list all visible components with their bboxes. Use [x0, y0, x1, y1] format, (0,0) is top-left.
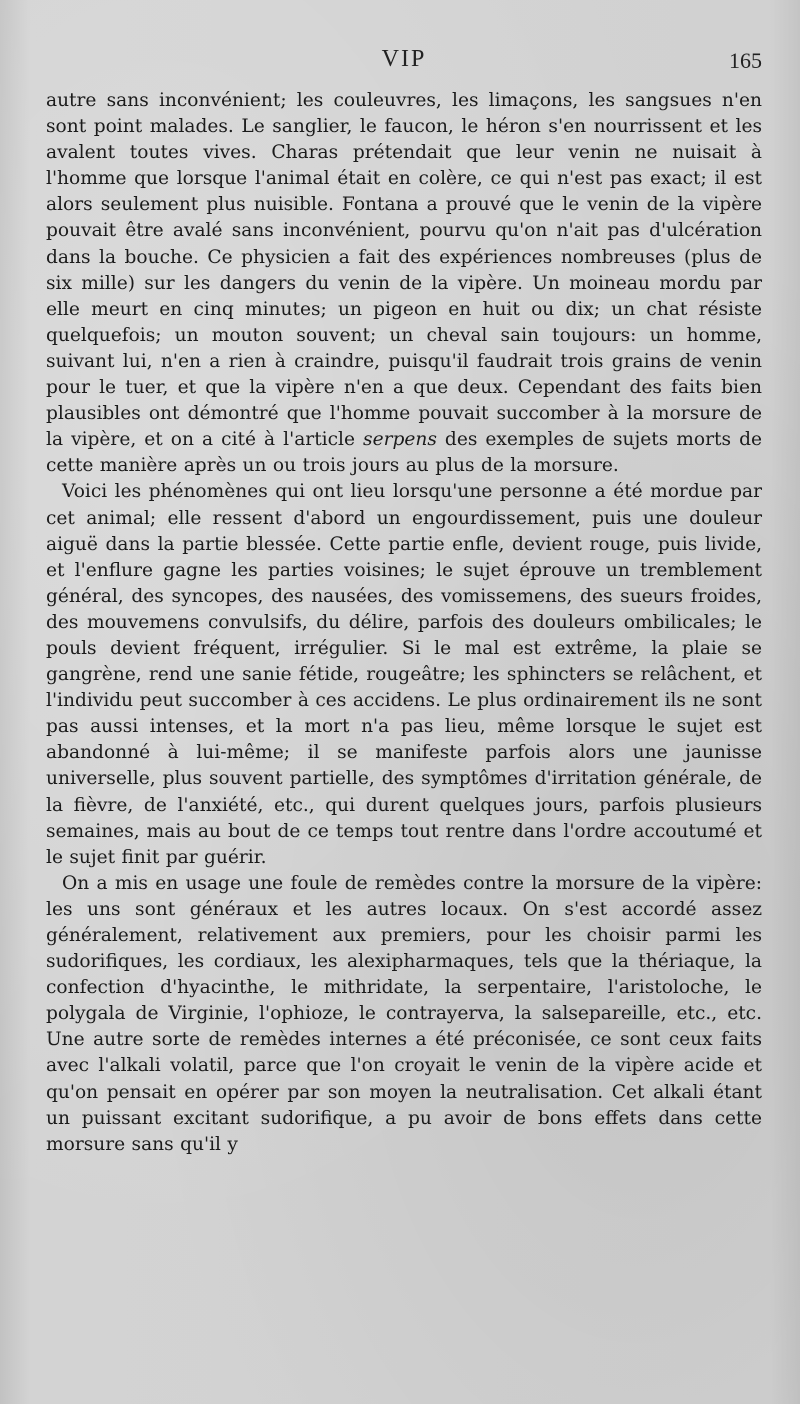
page-number: 165 [729, 48, 762, 73]
italic-term: serpens [363, 429, 437, 451]
paragraph-1 [46, 88, 762, 479]
paragraph-1-end: des exemples de sujets morts de cette manière après un ou trois jours au plus de la morsure. [46, 429, 762, 477]
paragraph-1-text: autre sans inconvénient; les couleuvres, les limaçons, les sangsues n'en sont point malades. Le sanglier, le faucon, le héron s'en nourrissent et les avalent toutes vives. Charas prétendait que leur venin ne nuisait à l'homme que lorsque l'animal était en colère, ce qui n'est pas exact; il est alors seulement plus nuisible. Fontana a prouvé que le venin de la vipère pouvait être avalé sans inconvénient, pourvu qu'on n'ait pas d'ulcération dans la bouche. Ce physicien a fait des expériences nombreuses (plus de six mille) sur les dangers du venin de la vipère. Un moineau mordu par elle meurt en cinq minutes; un pigeon en huit ou dix; un chat résiste quelquefois; un mouton souvent; un cheval sain toujours: un homme, suivant lui, n'en a rien à craindre, puisqu'il faudrait trois grains de venin pour le tuer, et que la vipère n'en a que deux. Cependant des faits bien plausibles ont démontré que l'homme pouvait succomber à la morsure de la vipère, et on a cité à l'article [46, 90, 762, 451]
body-text [46, 88, 762, 1158]
paragraph-2: Voici les phénomènes qui ont lieu lorsqu'une personne a été mordue par cet animal; elle ressent d'abord un engourdissement, puis une douleur aiguë dans la partie blessée. Cette partie enfle, devient rouge, puis livide, et l'enflure gagne les parties voisines; le sujet éprouve un tremblement général, des syncopes, des nausées, des vomissemens, des sueurs froides, des mouvemens convulsifs, du délire, parfois des douleurs ombilicales; le pouls devient fréquent, irrégulier. Si le mal est extrême, la plaie se gangrène, rend une sanie fétide, rougeâtre; les sphincters se relâchent, et l'individu peut succomber à ces accidens. Le plus ordinairement ils ne sont pas aussi intenses, et la mort n'a pas lieu, même lorsque le sujet est abandonné à lui-même; il se manifeste parfois alors une jaunisse universelle, plus souvent partielle, des symptômes d'irritation générale, de la fièvre, de l'anxiété, etc., qui durent quelques jours, parfois plusieurs semaines, mais au bout de ce temps tout rentre dans l'ordre accoutumé et le sujet finit par guérir. [46, 481, 762, 868]
running-head: VIP [381, 46, 427, 72]
paragraph-3: On a mis en usage une foule de remèdes contre la morsure de la vipère: les uns sont généraux et les autres locaux. On s'est accordé assez généralement, relativement aux premiers, pour les choisir parmi les sudorifiques, les cordiaux, les alexipharmaques, tels que la thériaque, la confection d'hyacinthe, le mithridate, la serpentaire, l'aristoloche, le polygala de Virginie, l'ophioze, le contrayerva, la salsepareille, etc., etc. Une autre sorte de remèdes internes a été préconisée, ce sont ceux faits avec l'alkali volatil, parce que l'on croyait le venin de la vipère acide et qu'on pensait en opérer par son moyen la neutralisation. Cet alkali étant un puissant excitant sudorifique, a pu avoir de bons effets dans cette morsure sans qu'il y [46, 872, 762, 1155]
page-header [46, 46, 762, 86]
